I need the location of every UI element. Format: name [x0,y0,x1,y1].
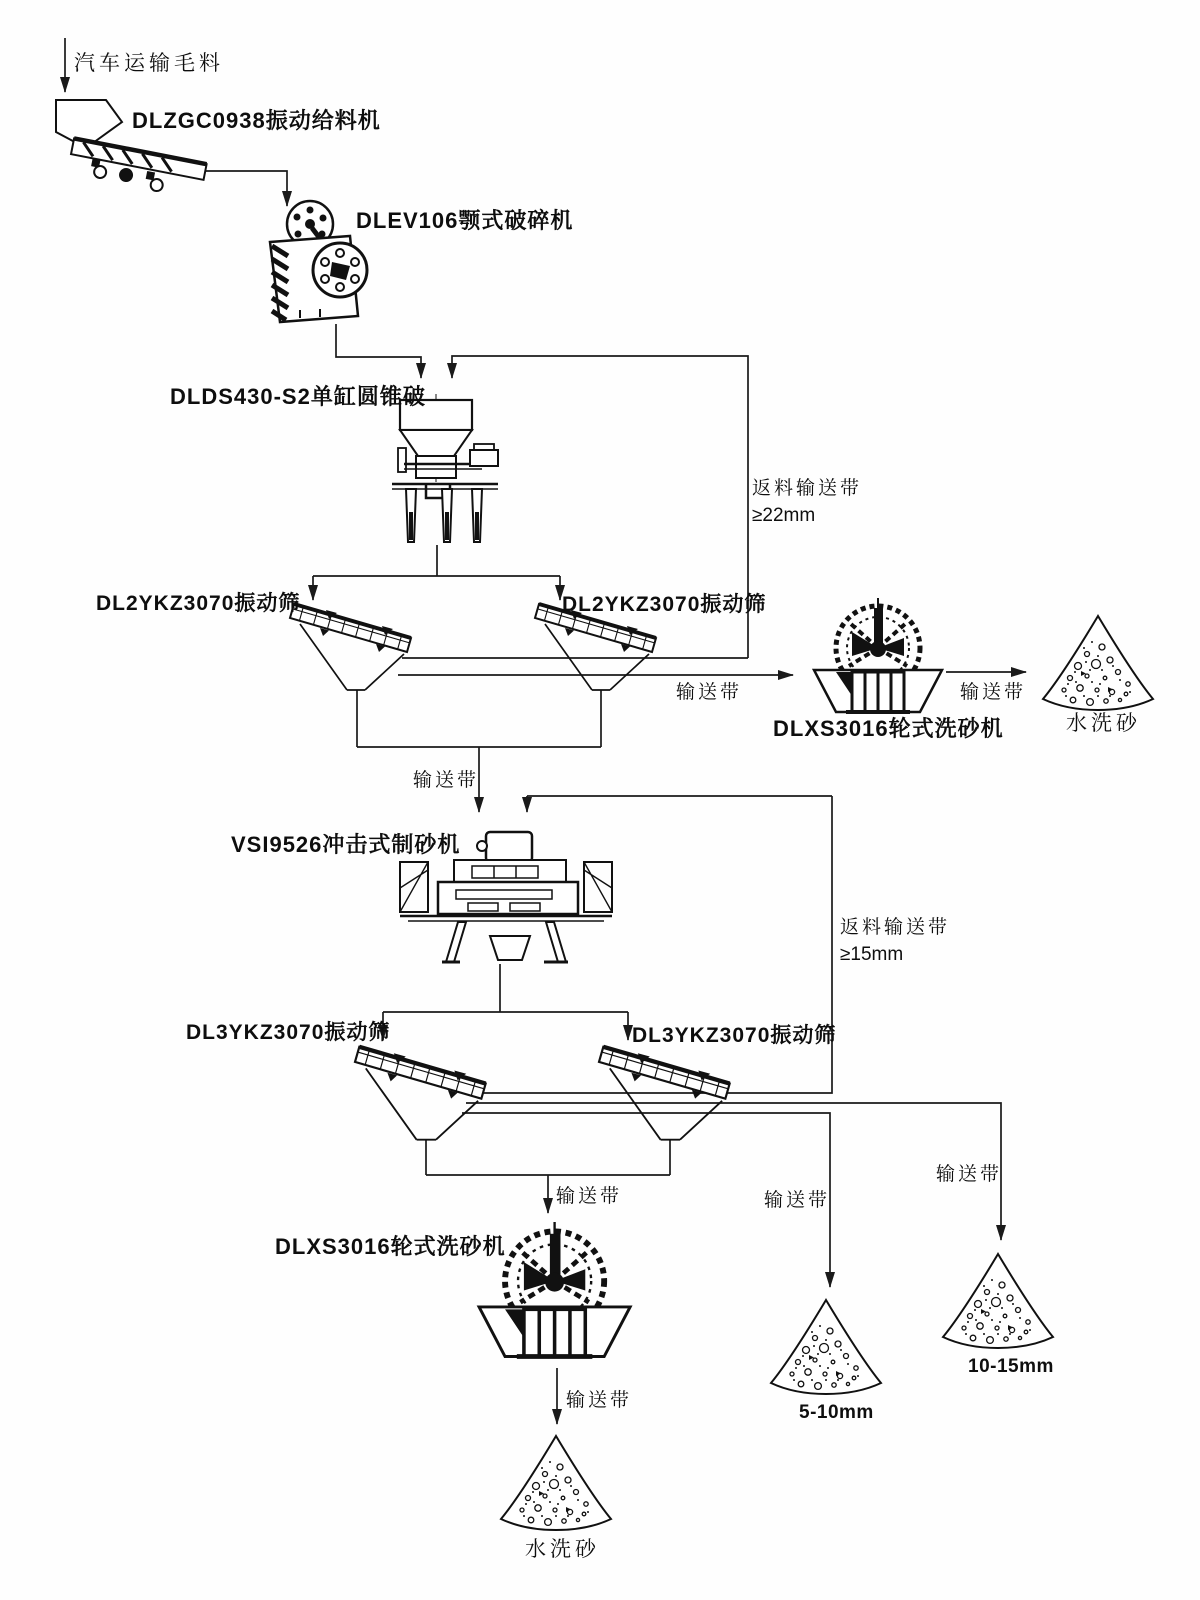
vibrating-screen-2ykz-left-illustration [290,604,411,690]
label-jaw-crusher: DLEV106颚式破碎机 [356,208,574,233]
jaw-crusher-illustration [270,201,367,322]
label-cone-crusher: DLDS430-S2单缸圆锥破 [170,384,426,409]
washed-sand-pile-top-illustration [1043,616,1153,710]
label-vibrating-feeder: DLZGC0938振动给料机 [132,108,381,133]
line-jaw-to-cone [336,324,421,378]
line-feeder-to-jaw [205,171,287,206]
label-return-belt-22-size: ≥22mm [752,505,816,526]
label-return-belt-22-name: 返料输送带 [752,478,863,499]
label-conveyor-washer1-out: 输送带 [960,682,1027,703]
line-screen1-funnels [357,690,601,747]
label-vsi-crusher: VSI9526冲击式制砂机 [231,832,461,857]
line-cone-out [313,545,560,576]
pile-10-15mm-illustration [943,1254,1053,1348]
label-pile-5-10: 5-10mm [799,1402,874,1423]
label-screen-2ykz-right: DL2YKZ3070振动筛 [562,593,767,616]
label-washed-sand-bottom: 水洗砂 [525,1538,600,1561]
label-conveyor-to-washer1: 输送带 [676,682,743,703]
sand-washer-top-illustration [814,598,942,712]
label-washer-bottom: DLXS3016轮式洗砂机 [275,1234,506,1259]
label-feed-material: 汽车运输毛料 [74,52,224,75]
washed-sand-pile-bottom-illustration [501,1436,611,1530]
label-washed-sand-top: 水洗砂 [1066,712,1141,735]
label-screen-3ykz-left: DL3YKZ3070振动筛 [186,1021,391,1044]
label-pile-10-15: 10-15mm [968,1356,1054,1377]
label-conveyor-to-vsi: 输送带 [413,770,480,791]
line-to-pile-10-15 [466,1103,1001,1240]
label-return-belt-15-size: ≥15mm [840,944,904,965]
label-screen-3ykz-right: DL3YKZ3070振动筛 [632,1024,837,1047]
label-conveyor-pile-10-15: 输送带 [936,1164,1003,1185]
label-conveyor-washer2-out: 输送带 [566,1390,633,1411]
label-conveyor-to-washer2: 输送带 [556,1186,623,1207]
label-washer-top: DLXS3016轮式洗砂机 [773,716,1004,741]
pile-5-10mm-illustration [771,1300,881,1394]
label-conveyor-pile-5-10: 输送带 [764,1190,831,1211]
cone-crusher-illustration [392,394,498,542]
line-screen2-funnels [426,1140,670,1175]
line-vsi-out [383,964,628,1012]
label-return-belt-15-name: 返料输送带 [840,917,951,938]
vibrating-screen-3ykz-left-illustration [355,1047,486,1140]
label-screen-2ykz-left: DL2YKZ3070振动筛 [96,592,301,615]
